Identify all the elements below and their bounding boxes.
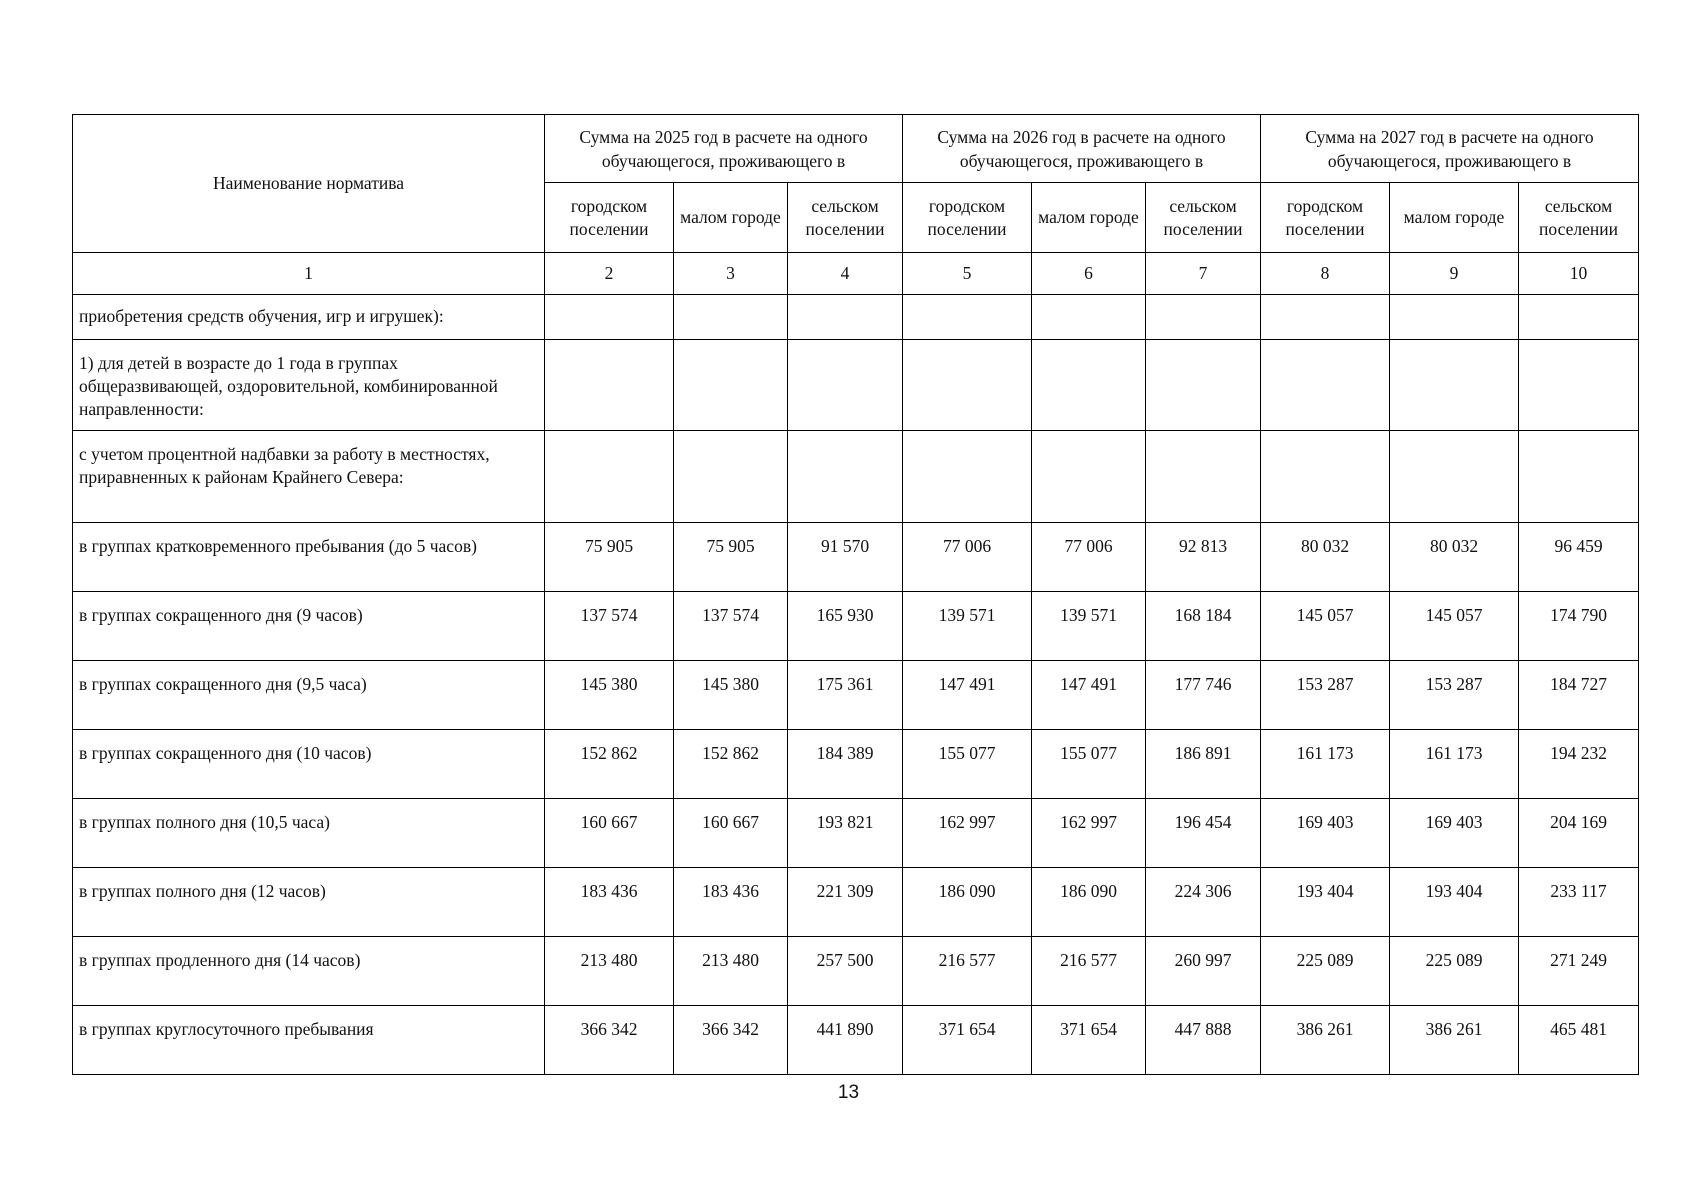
value-cell: 169 403 [1390,799,1519,868]
value-cell: 213 480 [674,937,788,1006]
value-cell: 183 436 [674,868,788,937]
value-cell: 175 361 [788,661,903,730]
value-cell [674,295,788,340]
row-label: в группах продленного дня (14 часов) [73,937,545,1006]
header-small-town: малом городе [1390,183,1519,253]
value-cell [674,340,788,431]
value-cell: 155 077 [903,730,1032,799]
value-cell: 139 571 [903,592,1032,661]
value-cell: 184 389 [788,730,903,799]
table-row [73,868,1639,937]
value-cell: 147 491 [903,661,1032,730]
value-cell: 183 436 [545,868,674,937]
value-cell: 145 057 [1261,592,1390,661]
value-cell: 153 287 [1261,661,1390,730]
column-number: 10 [1519,253,1639,295]
value-cell [788,340,903,431]
value-cell: 75 905 [545,523,674,592]
value-cell: 447 888 [1146,1006,1261,1075]
value-cell: 152 862 [545,730,674,799]
row-label: приобретения средств обучения, игр и игрушек): [73,295,545,340]
value-cell [788,431,903,523]
value-cell: 193 404 [1261,868,1390,937]
header-urban: городском поселении [903,183,1032,253]
value-cell: 204 169 [1519,799,1639,868]
value-cell: 441 890 [788,1006,903,1075]
value-cell: 155 077 [1032,730,1146,799]
value-cell: 162 997 [903,799,1032,868]
value-cell: 386 261 [1261,1006,1390,1075]
value-cell: 257 500 [788,937,903,1006]
value-cell: 224 306 [1146,868,1261,937]
value-cell [1390,431,1519,523]
column-number: 3 [674,253,788,295]
value-cell [903,340,1032,431]
page-number: 13 [837,1082,860,1103]
table-body [73,295,1639,1075]
value-cell [903,295,1032,340]
value-cell [1032,295,1146,340]
value-cell [1519,340,1639,431]
row-label: в группах сокращенного дня (9,5 часа) [73,661,545,730]
table-row [73,431,1639,523]
value-cell: 152 862 [674,730,788,799]
table-row [73,1006,1639,1075]
value-cell: 371 654 [1032,1006,1146,1075]
value-cell: 366 342 [545,1006,674,1075]
header-year-2026: Сумма на 2026 год в расчете на одного обучающегося, проживающего в [903,115,1261,183]
value-cell: 225 089 [1390,937,1519,1006]
column-number: 8 [1261,253,1390,295]
value-cell: 186 090 [1032,868,1146,937]
value-cell: 145 380 [674,661,788,730]
value-cell: 145 380 [545,661,674,730]
value-cell [903,431,1032,523]
value-cell: 147 491 [1032,661,1146,730]
table-row [73,661,1639,730]
value-cell [1146,431,1261,523]
value-cell: 161 173 [1390,730,1519,799]
value-cell [1146,295,1261,340]
value-cell: 153 287 [1390,661,1519,730]
value-cell: 77 006 [1032,523,1146,592]
value-cell: 77 006 [903,523,1032,592]
row-label: в группах полного дня (10,5 часа) [73,799,545,868]
header-rural: сельском поселении [788,183,903,253]
table-row [73,523,1639,592]
value-cell: 221 309 [788,868,903,937]
value-cell: 169 403 [1261,799,1390,868]
row-label: в группах сокращенного дня (9 часов) [73,592,545,661]
value-cell: 216 577 [1032,937,1146,1006]
value-cell: 139 571 [1032,592,1146,661]
header-row-column-numbers [73,253,1639,295]
value-cell [545,340,674,431]
column-number: 9 [1390,253,1519,295]
value-cell [545,295,674,340]
row-label: в группах круглосуточного пребывания [73,1006,545,1075]
column-number: 7 [1146,253,1261,295]
column-number: 5 [903,253,1032,295]
value-cell: 160 667 [674,799,788,868]
value-cell: 80 032 [1261,523,1390,592]
table-row [73,295,1639,340]
value-cell: 165 930 [788,592,903,661]
value-cell: 194 232 [1519,730,1639,799]
norms-table [72,114,1639,1075]
value-cell: 366 342 [674,1006,788,1075]
header-year-2027: Сумма на 2027 год в расчете на одного обучающегося, проживающего в [1261,115,1639,183]
header-small-town: малом городе [674,183,788,253]
column-number: 2 [545,253,674,295]
value-cell: 465 481 [1519,1006,1639,1075]
value-cell: 196 454 [1146,799,1261,868]
table-row [73,937,1639,1006]
value-cell [1032,340,1146,431]
header-small-town: малом городе [1032,183,1146,253]
value-cell [788,295,903,340]
value-cell: 213 480 [545,937,674,1006]
value-cell: 193 821 [788,799,903,868]
row-label: 1) для детей в возрасте до 1 года в группах общеразвивающей, оздоровительной, комбинированной направленности: [73,340,545,431]
table-row [73,730,1639,799]
value-cell [1261,295,1390,340]
value-cell: 184 727 [1519,661,1639,730]
value-cell: 233 117 [1519,868,1639,937]
value-cell: 91 570 [788,523,903,592]
row-label: в группах полного дня (12 часов) [73,868,545,937]
value-cell [1390,340,1519,431]
header-year-2025: Сумма на 2025 год в расчете на одного обучающегося, проживающего в [545,115,903,183]
value-cell: 386 261 [1390,1006,1519,1075]
value-cell: 145 057 [1390,592,1519,661]
value-cell: 193 404 [1390,868,1519,937]
value-cell [1146,340,1261,431]
value-cell: 186 090 [903,868,1032,937]
value-cell [1261,431,1390,523]
header-urban: городском поселении [1261,183,1390,253]
value-cell: 137 574 [674,592,788,661]
value-cell [1390,295,1519,340]
value-cell: 160 667 [545,799,674,868]
value-cell: 161 173 [1261,730,1390,799]
value-cell: 80 032 [1390,523,1519,592]
value-cell: 271 249 [1519,937,1639,1006]
value-cell [1032,431,1146,523]
value-cell: 92 813 [1146,523,1261,592]
value-cell: 371 654 [903,1006,1032,1075]
value-cell [674,431,788,523]
value-cell: 96 459 [1519,523,1639,592]
row-label: в группах сокращенного дня (10 часов) [73,730,545,799]
value-cell: 174 790 [1519,592,1639,661]
row-label: в группах кратковременного пребывания (до 5 часов) [73,523,545,592]
value-cell: 186 891 [1146,730,1261,799]
column-number: 6 [1032,253,1146,295]
header-name-column: Наименование норматива [73,115,545,253]
value-cell [1519,431,1639,523]
value-cell: 162 997 [1032,799,1146,868]
value-cell [545,431,674,523]
table-row [73,592,1639,661]
value-cell: 216 577 [903,937,1032,1006]
header-row-years [73,115,1639,183]
value-cell: 225 089 [1261,937,1390,1006]
column-number: 4 [788,253,903,295]
table-row [73,340,1639,431]
header-rural: сельском поселении [1519,183,1639,253]
header-rural: сельском поселении [1146,183,1261,253]
column-number: 1 [73,253,545,295]
value-cell: 75 905 [674,523,788,592]
header-urban: городском поселении [545,183,674,253]
row-label: с учетом процентной надбавки за работу в местностях, приравненных к районам Крайнего Севера: [73,431,545,523]
value-cell: 260 997 [1146,937,1261,1006]
value-cell: 177 746 [1146,661,1261,730]
value-cell [1261,340,1390,431]
value-cell [1519,295,1639,340]
value-cell: 168 184 [1146,592,1261,661]
table-row [73,799,1639,868]
value-cell: 137 574 [545,592,674,661]
